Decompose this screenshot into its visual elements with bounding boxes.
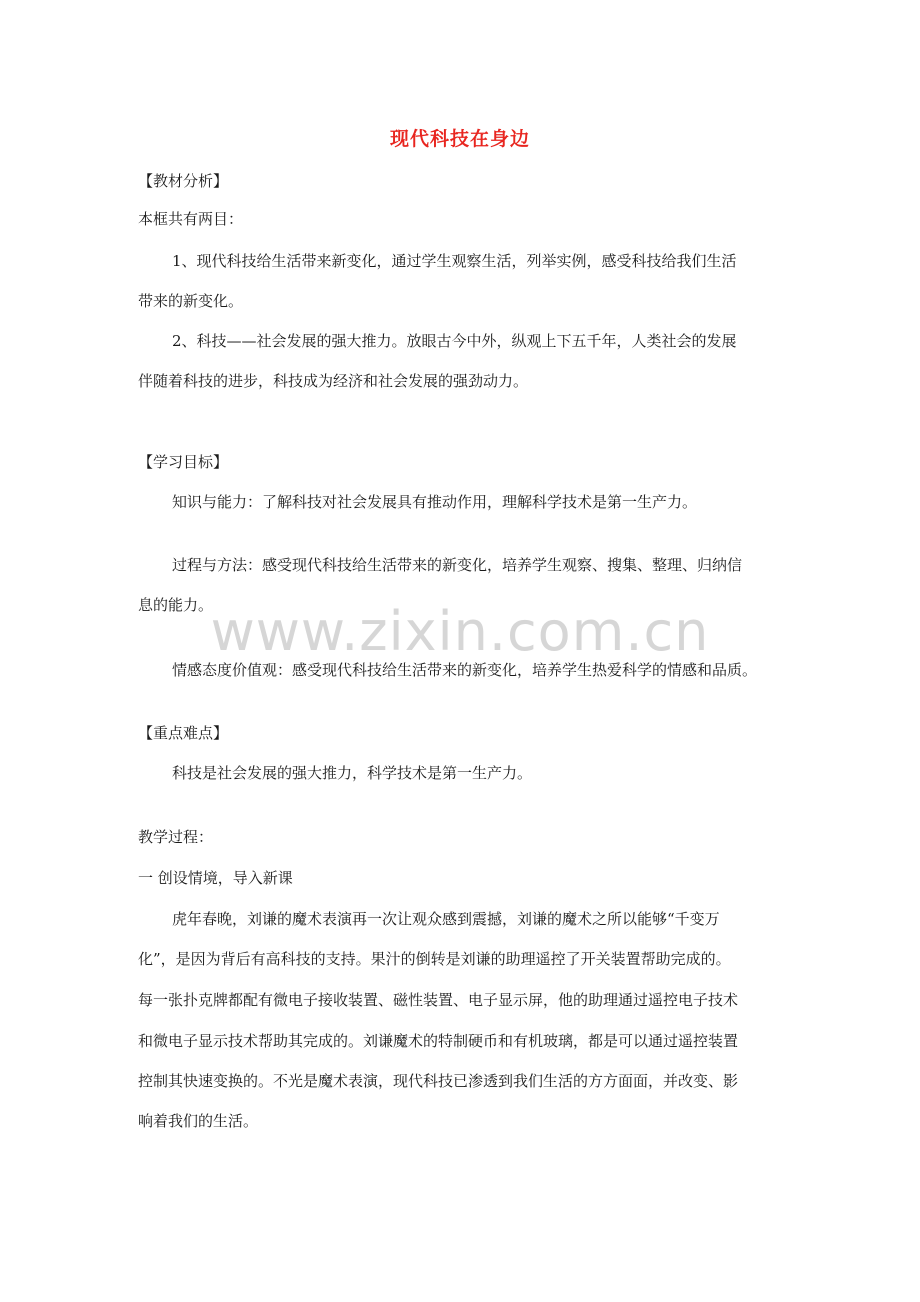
teaching-process-heading: 教学过程： — [138, 828, 214, 846]
paragraph-line1: 虎年春晚，刘谦的魔术表演再一次让观众感到震撼，刘谦的魔术之所以能够“千变万 — [172, 910, 720, 928]
step-one-heading: 一 创设情境，导入新课 — [138, 869, 293, 887]
goal-knowledge: 知识与能力：了解科技对社会发展具有推动作用，理解科学技术是第一生产力。 — [172, 493, 698, 511]
paragraph-line5: 控制其快速变换的。不光是魔术表演，现代科技已渗透到我们生活的方方面面，并改变、影 — [138, 1072, 739, 1090]
item1-line1: 1、现代科技给生活带来新变化，通过学生观察生活，列举实例，感受科技给我们生活 — [172, 252, 737, 270]
paragraph-line3: 每一张扑克牌都配有微电子接收装置、磁性装置、电子显示屏，他的助理通过遥控电子技术 — [138, 991, 739, 1009]
goal-process-line2: 息的能力。 — [138, 596, 214, 614]
section-heading-learning-goals: 【学习目标】 — [138, 453, 229, 471]
item1-line2: 带来的新变化。 — [138, 292, 244, 310]
paragraph-line2: 化”，是因为背后有高科技的支持。果汁的倒转是刘谦的助理遥控了开关装置帮助完成的。 — [138, 950, 731, 968]
item2-line2: 伴随着科技的进步，科技成为经济和社会发展的强劲动力。 — [138, 372, 529, 390]
intro-line: 本框共有两目： — [138, 210, 244, 228]
key-points-text: 科技是社会发展的强大推力，科学技术是第一生产力。 — [172, 764, 533, 782]
paragraph-line6: 响着我们的生活。 — [138, 1112, 259, 1130]
section-heading-key-points: 【重点难点】 — [138, 724, 229, 742]
watermark: www.zixin.com.cn — [210, 600, 710, 663]
item2-line1: 2、科技——社会发展的强大推力。放眼古今中外，纵观上下五千年，人类社会的发展 — [172, 332, 737, 350]
section-heading-textbook-analysis: 【教材分析】 — [138, 172, 229, 190]
goal-process-line1: 过程与方法：感受现代科技给生活带来的新变化，培养学生观察、搜集、整理、归纳信 — [172, 556, 743, 574]
goal-attitude: 情感态度价值观：感受现代科技给生活带来的新变化，培养学生热爱科学的情感和品质。 — [172, 661, 758, 679]
document-title: 现代科技在身边 — [389, 128, 530, 150]
paragraph-line4: 和微电子显示技术帮助其完成的。刘谦魔术的特制硬币和有机玻璃，都是可以通过遥控装置 — [138, 1032, 739, 1050]
